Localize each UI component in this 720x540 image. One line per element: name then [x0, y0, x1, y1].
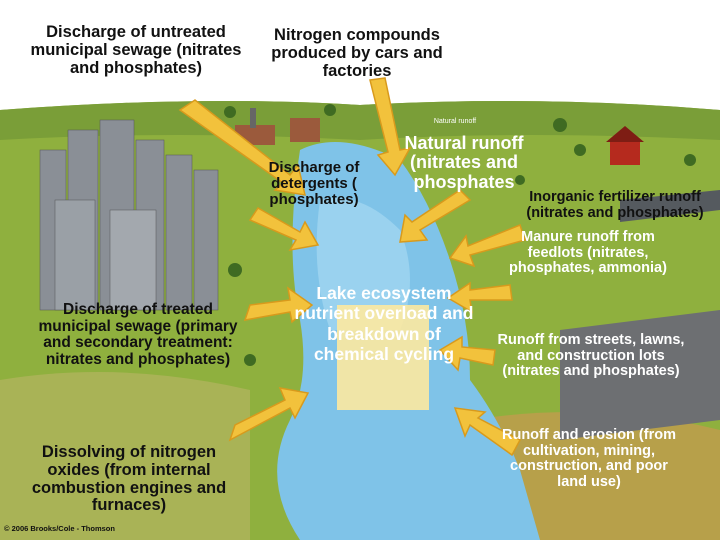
label-natural-runoff: Natural runoff (nitrates and phosphates	[404, 133, 524, 192]
label-erosion-runoff: Runoff and erosion (from cultivation, mining, construction, and poor land use)	[502, 427, 676, 490]
label-untreated-sewage: Discharge of untreated municipal sewage (nitrates and phosphates)	[30, 23, 242, 77]
label-nitrogen-compounds: Nitrogen compounds produced by cars and factories	[271, 26, 443, 80]
label-treated-sewage: Discharge of treated municipal sewage (primary and secondary treatment: nitrates and phosphates)	[38, 301, 238, 369]
label-street-runoff: Runoff from streets, lawns, and construction lots (nitrates and phosphates)	[497, 332, 685, 380]
label-nitrogen-oxides: Dissolving of nitrogen oxides (from internal combustion engines and furnaces)	[31, 443, 227, 515]
label-inorganic-fertilizer: Inorganic fertilizer runoff (nitrates and phosphates)	[526, 189, 704, 221]
label-manure-runoff: Manure runoff from feedlots (nitrates, phosphates, ammonia)	[509, 229, 667, 277]
label-natural-runoff-small: Natural runoff	[433, 118, 477, 125]
copyright-notice: © 2006 Brooks/Cole - Thomson	[4, 524, 115, 533]
label-detergents: Discharge of detergents ( phosphates)	[268, 159, 360, 209]
label-lake-ecosystem: Lake ecosystem nutrient overload and breakdown of chemical cycling	[294, 283, 474, 365]
